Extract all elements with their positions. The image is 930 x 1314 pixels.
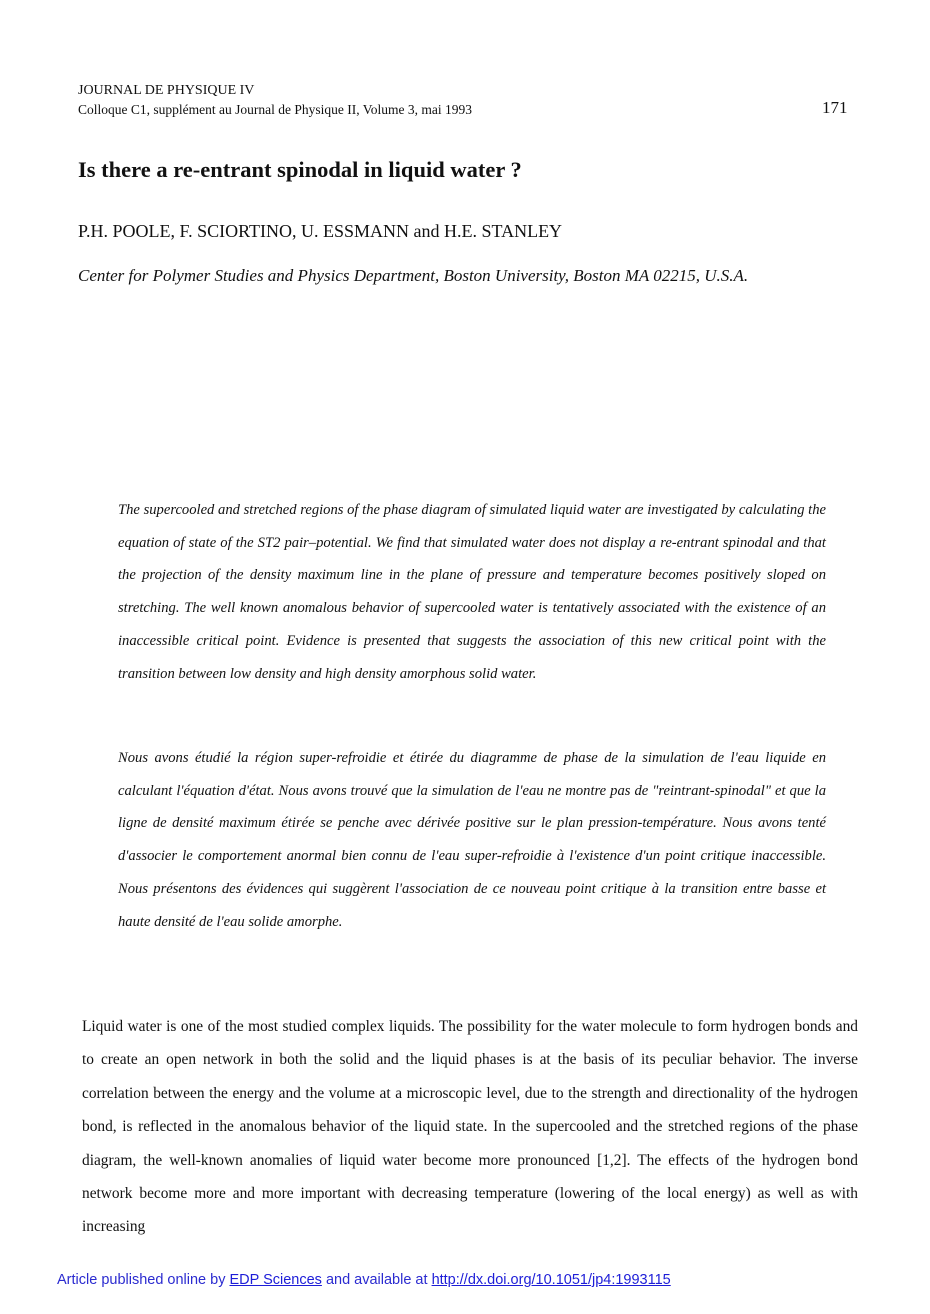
publisher-link[interactable]: EDP Sciences: [229, 1272, 322, 1288]
page-number: 171: [822, 98, 848, 117]
abstract-french: Nous avons étudié la région super-refroidie et étirée du diagramme de phase de la simulation de l'eau liquide en calculant l'équation d'état. Nous avons trouvé que la simulation de l'eau ne montre pas de "reintrant-spinodal" et que la ligne de densité maximum étirée se penche avec dérivée positive sur le plan pression-température. Nous avons tenté d'associer le comportement anormal bien connu de l'eau super-refroidie à l'existence d'un point critique inaccessible. Nous présentons des évidences qui suggèrent l'association de ce nouveau point critique à la transition entre basse et haute densité de l'eau solide amorphe.: [118, 750, 826, 930]
footer-note: [57, 1271, 671, 1289]
abstract-english: The supercooled and stretched regions of the phase diagram of simulated liquid water are investigated by calculating the equation of state of the ST2 pair–potential. We find that simulated water does not display a re-entrant spinodal and that the projection of the density maximum line in the plane of pressure and temperature becomes positively sloped on stretching. The well known anomalous behavior of supercooled water is tentatively associated with the existence of an inaccessible critical point. Evidence is presented that suggests the association of this new critical point with the transition between low density and high density amorphous solid water.: [118, 502, 826, 682]
doi-link[interactable]: http://dx.doi.org/10.1051/jp4:1993115: [431, 1272, 671, 1288]
footer-middle: and available at: [321, 1272, 432, 1288]
footer-prefix: Article published online by: [57, 1272, 230, 1288]
journal-name: JOURNAL DE PHYSIQUE IV: [78, 83, 255, 98]
affiliation: Center for Polymer Studies and Physics Department, Boston University, Boston MA 02215, U.S.A.: [78, 266, 749, 285]
paper-title: Is there a re-entrant spinodal in liquid water ?: [78, 157, 522, 182]
body-paragraph: Liquid water is one of the most studied complex liquids. The possibility for the water molecule to form hydrogen bonds and to create an open network in both the solid and the liquid phases is at the basis of its peculiar behavior. The inverse correlation between the energy and the volume at a microscopic level, due to the strength and directionality of the hydrogen bond, is reflected in the anomalous behavior of the liquid state. In the supercooled and the stretched regions of the phase diagram, the well-known anomalies of liquid water become more pronounced [1,2]. The effects of the hydrogen bond network become more and more important with decreasing temperature (lowering of the local energy) as well as with increasing: [82, 1018, 858, 1236]
author-list: P.H. POOLE, F. SCIORTINO, U. ESSMANN and H.E. STANLEY: [78, 221, 563, 241]
colloque-line: Colloque C1, supplément au Journal de Physique II, Volume 3, mai 1993: [78, 102, 472, 117]
